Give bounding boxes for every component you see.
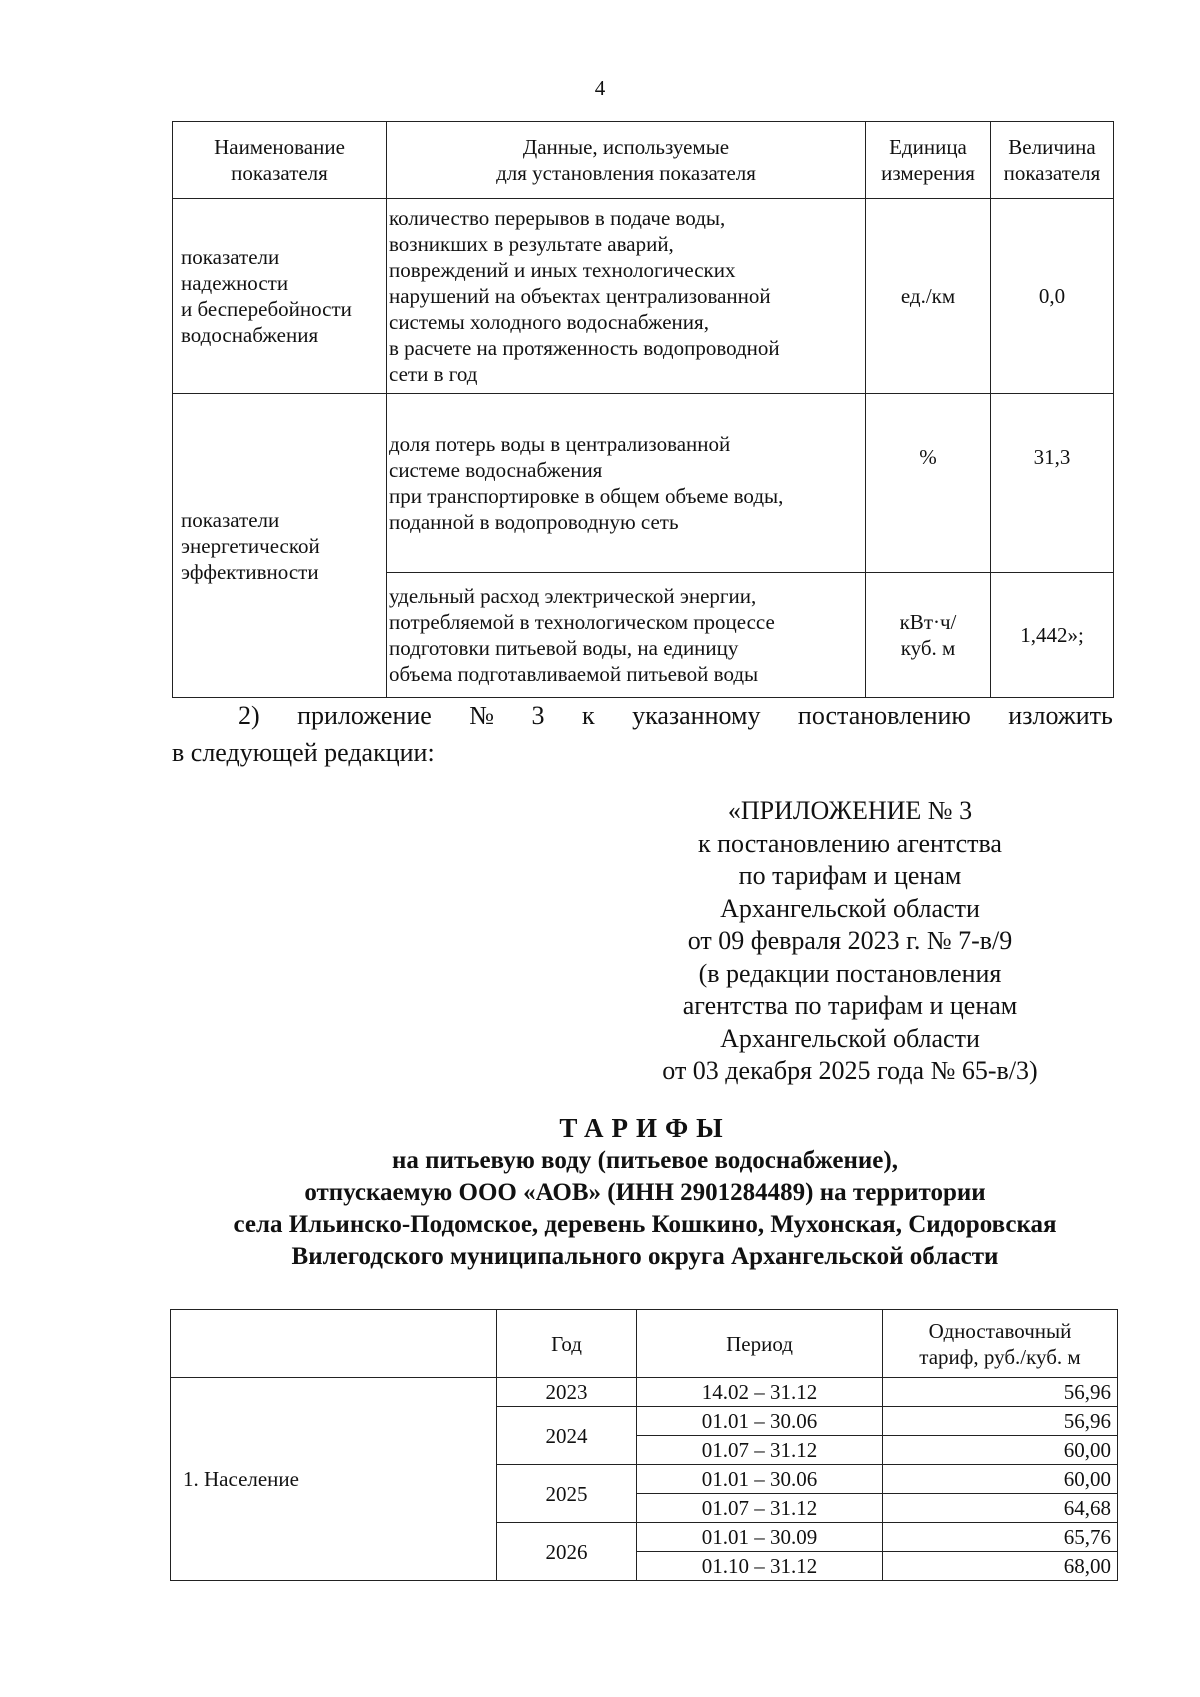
tariff-cell: 56,96 bbox=[883, 1407, 1118, 1436]
table-row bbox=[171, 1378, 1118, 1407]
indicator-group-energy-efficiency: показатели энергетической эффективности bbox=[173, 394, 387, 698]
indicator-data: количество перерывов в подаче воды, возникших в результате аварий, повреждений и иных технологических нарушений на объектах централизованной системы холодного водоснабжения, в расчете на протяженность водопроводной сети в год bbox=[387, 199, 866, 394]
paragraph-line: в следующей редакции: bbox=[172, 738, 435, 767]
period-cell: 01.10 – 31.12 bbox=[637, 1552, 883, 1581]
period-cell: 01.01 – 30.09 bbox=[637, 1523, 883, 1552]
period-cell: 01.07 – 31.12 bbox=[637, 1436, 883, 1465]
paragraph-line: 2) приложение № 3 к указанному постановлению изложить bbox=[238, 701, 1113, 730]
header-tariff: Одноставочный тариф, руб./куб. м bbox=[883, 1310, 1118, 1378]
tariff-cell: 64,68 bbox=[883, 1494, 1118, 1523]
year-cell: 2026 bbox=[497, 1523, 637, 1581]
table-row bbox=[173, 394, 1114, 573]
appendix-header: «ПРИЛОЖЕНИЕ № 3 к постановлению агентства по тарифам и ценам Архангельской области от 09 февраля 2023 г. № 7-в/9 (в редакции постановления агентства по тарифам и ценам Архангельской области от 03 декабря 2025 года № 65-в/3) bbox=[662, 796, 1038, 1085]
indicators-header-row bbox=[173, 122, 1114, 199]
header-indicator-data: Данные, используемые для установления показателя bbox=[387, 122, 866, 199]
indicator-data: доля потерь воды в централизованной системе водоснабжения при транспортировке в общем объеме воды, поданной в водопроводную сеть bbox=[387, 394, 866, 573]
tariffs-table bbox=[170, 1309, 1118, 1581]
header-period: Период bbox=[637, 1310, 883, 1378]
tariffs-header-row bbox=[171, 1310, 1118, 1378]
indicator-data: удельный расход электрической энергии, потребляемой в технологическом процессе подготовки питьевой воды, на единицу объема подготавливаемой питьевой воды bbox=[387, 573, 866, 698]
indicator-unit: ед./км bbox=[866, 199, 991, 394]
tariff-cell: 65,76 bbox=[883, 1523, 1118, 1552]
indicator-value: 1,442»; bbox=[991, 573, 1114, 698]
tariff-title-main: ТАРИФЫ bbox=[559, 1113, 731, 1143]
header-value: Величина показателя bbox=[991, 122, 1114, 199]
year-cell: 2025 bbox=[497, 1465, 637, 1523]
table-row bbox=[173, 199, 1114, 394]
period-cell: 01.01 – 30.06 bbox=[637, 1465, 883, 1494]
year-cell: 2024 bbox=[497, 1407, 637, 1465]
period-cell: 01.01 – 30.06 bbox=[637, 1407, 883, 1436]
indicator-group-reliability: показатели надежности и бесперебойности водоснабжения bbox=[173, 199, 387, 394]
category-cell: 1. Население bbox=[171, 1378, 497, 1581]
year-cell: 2023 bbox=[497, 1378, 637, 1407]
body-paragraph bbox=[172, 697, 1113, 771]
indicator-value: 31,3 bbox=[991, 394, 1114, 573]
tariff-cell: 56,96 bbox=[883, 1378, 1118, 1407]
header-indicator-name: Наименование показателя bbox=[173, 122, 387, 199]
indicator-value: 0,0 bbox=[991, 199, 1114, 394]
header-year: Год bbox=[497, 1310, 637, 1378]
period-cell: 01.07 – 31.12 bbox=[637, 1494, 883, 1523]
tariff-cell: 60,00 bbox=[883, 1436, 1118, 1465]
indicator-unit: % bbox=[866, 394, 991, 573]
page-number: 4 bbox=[594, 76, 606, 100]
header-unit: Единица измерения bbox=[866, 122, 991, 199]
header-category bbox=[171, 1310, 497, 1378]
period-cell: 14.02 – 31.12 bbox=[637, 1378, 883, 1407]
indicators-table bbox=[172, 121, 1114, 698]
tariff-title: ТАРИФЫ на питьевую воду (питьевое водоснабжение), отпускаемую ООО «АОВ» (ИНН 2901284489) на территории села Ильинско-Подомское, деревень Кошкино, Мухонская, Сидоровская Вилегодского муниципального округа Архангельской области bbox=[100, 1112, 1190, 1273]
tariff-cell: 68,00 bbox=[883, 1552, 1118, 1581]
indicator-unit: кВт·ч/ куб. м bbox=[866, 573, 991, 698]
tariff-cell: 60,00 bbox=[883, 1465, 1118, 1494]
